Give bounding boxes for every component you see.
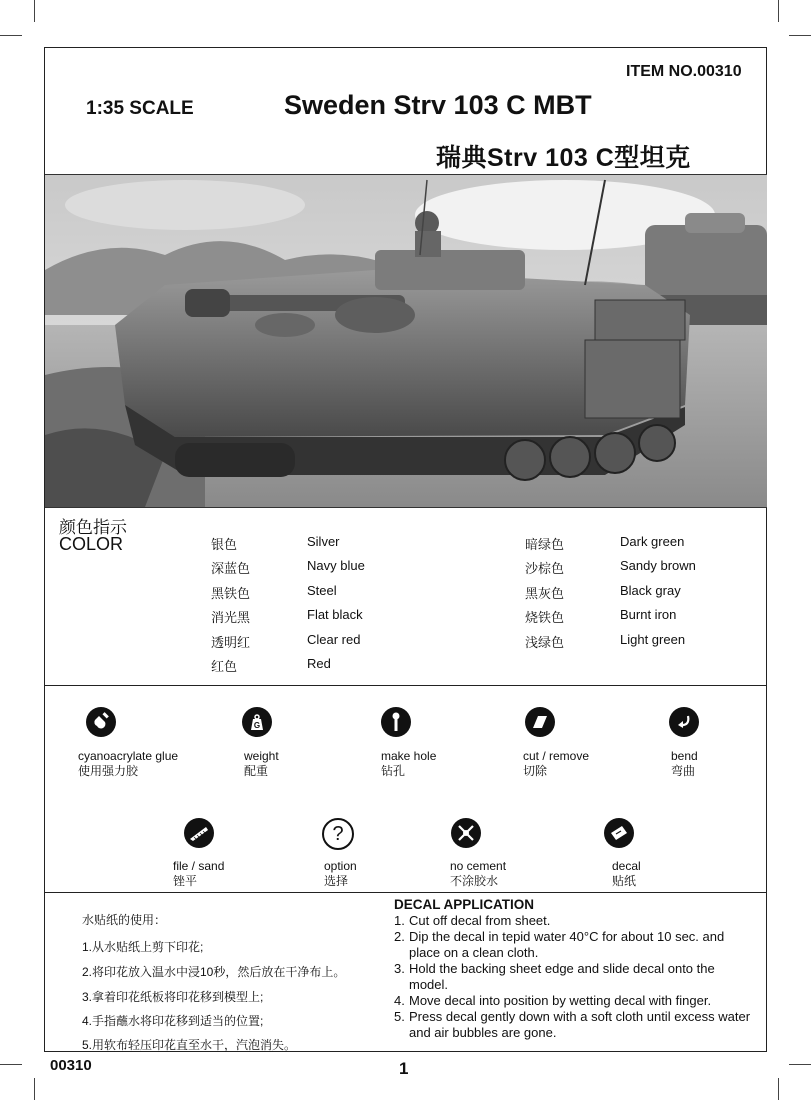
page-number: 1 (399, 1059, 409, 1078)
page-title: Sweden Strv 103 C MBT (284, 90, 592, 120)
symbol-label: cut / remove (523, 749, 590, 763)
color-en: Sandy brown (620, 558, 696, 573)
color-en: Navy blue (307, 558, 365, 573)
weight-icon (242, 707, 272, 737)
no-cement-icon (451, 818, 481, 848)
crop-mark (789, 1064, 811, 1065)
symbol-label: weight (244, 749, 279, 763)
color-cn: 黑铁色 (211, 586, 251, 601)
symbol-label: option (324, 859, 357, 873)
symbol-label-cn: 弯曲 (671, 764, 696, 778)
crop-mark (0, 1064, 22, 1065)
decal-en-title: DECAL APPLICATION (394, 897, 535, 912)
color-cn: 沙棕色 (525, 561, 565, 576)
step-number: 5. (394, 1009, 405, 1024)
decal-en-step (394, 1009, 754, 1041)
cut-icon (525, 707, 555, 737)
symbol-label-cn: 切除 (523, 764, 548, 778)
decal-cn-step: 2.将印花放入温水中浸10秒，然后放在干净布上。 (82, 965, 346, 979)
step-text: Press decal gently down with a soft cloth until excess water and air bubbles are gone. (409, 1009, 751, 1040)
divider (44, 892, 767, 893)
color-cn: 红色 (211, 659, 238, 674)
question-glyph: ? (332, 823, 344, 845)
glue-drop-icon (86, 707, 116, 737)
symbol-label-cn: 使用强力胶 (78, 764, 139, 778)
tank-illustration (45, 174, 767, 508)
crop-mark (34, 0, 35, 22)
bend-arrow-icon (669, 707, 699, 737)
decal-en-step (394, 913, 754, 929)
step-text: Dip the decal in tepid water 40°C for about 10 sec. and place on a clean cloth. (409, 929, 725, 960)
divider (44, 685, 767, 686)
color-heading-cn: 颜色指示 (59, 518, 127, 537)
step-number: 3. (394, 961, 405, 976)
symbol-label-cn: 不涂胶水 (450, 874, 499, 888)
scale-label: 1:35 SCALE (86, 98, 194, 119)
symbol-label-cn: 配重 (244, 764, 269, 778)
decal-cn-step: 1.从水贴纸上剪下印花; (82, 940, 204, 954)
step-text: Cut off decal from sheet. (409, 913, 551, 928)
decal-icon (604, 818, 634, 848)
footer-item-code: 00310 (50, 1057, 92, 1074)
color-cn: 浅绿色 (525, 635, 565, 650)
symbol-label-cn: 锉平 (173, 874, 198, 888)
crop-mark (0, 35, 22, 36)
color-cn: 消光黑 (211, 610, 251, 625)
color-cn: 深蓝色 (211, 561, 251, 576)
crop-mark (778, 0, 779, 22)
decal-en-step (394, 929, 754, 961)
symbol-label: no cement (450, 859, 507, 873)
crop-mark (778, 1078, 779, 1100)
symbol-label: cyanoacrylate glue (78, 749, 179, 763)
decal-cn-title: 水贴纸的使用： (82, 913, 167, 927)
color-en: Dark green (620, 534, 685, 549)
step-text: Move decal into position by wetting decal with finger. (409, 993, 712, 1008)
step-number: 1. (394, 913, 405, 928)
color-en: Clear red (307, 632, 361, 647)
symbol-label: bend (671, 749, 698, 763)
step-text: Hold the backing sheet edge and slide decal onto the model. (409, 961, 715, 992)
step-number: 4. (394, 993, 405, 1008)
color-cn: 烧铁色 (525, 610, 565, 625)
crop-mark (34, 1078, 35, 1100)
symbol-label: file / sand (173, 859, 225, 873)
file-icon (184, 818, 214, 848)
color-cn: 银色 (211, 537, 238, 552)
symbol-label-cn: 选择 (324, 874, 349, 888)
color-en: Silver (307, 534, 340, 549)
item-number: ITEM NO.00310 (626, 63, 742, 80)
drill-icon (381, 707, 411, 737)
step-number: 2. (394, 929, 405, 944)
page-title-cn: 瑞典Strv 103 C型坦克 (436, 144, 691, 172)
color-en: Flat black (307, 607, 363, 622)
weight-glyph: G (253, 721, 261, 730)
color-en: Light green (620, 632, 686, 647)
color-en: Burnt iron (620, 607, 677, 622)
symbol-label: decal (612, 859, 641, 873)
decal-en-step (394, 993, 754, 1009)
decal-cn-step: 3.拿着印花纸板将印花移到模型上; (82, 990, 264, 1004)
decal-en-steps (394, 913, 754, 1041)
crop-mark (789, 35, 811, 36)
color-en: Steel (307, 583, 337, 598)
color-en: Black gray (620, 583, 681, 598)
color-cn: 透明红 (211, 635, 251, 650)
symbol-label-cn: 钻孔 (381, 764, 406, 778)
color-cn: 黑灰色 (525, 586, 565, 601)
decal-cn-step: 5.用软布轻压印花直至水干，汽泡消失。 (82, 1038, 297, 1052)
decal-cn-step: 4.手指蘸水将印花移到适当的位置; (82, 1014, 264, 1028)
symbol-label-cn: 贴纸 (612, 874, 637, 888)
color-cn: 暗绿色 (525, 537, 565, 552)
question-icon (322, 818, 354, 850)
color-en: Red (307, 656, 331, 671)
symbol-label: make hole (381, 749, 437, 763)
color-heading: COLOR (59, 534, 124, 554)
decal-en-step (394, 961, 754, 993)
